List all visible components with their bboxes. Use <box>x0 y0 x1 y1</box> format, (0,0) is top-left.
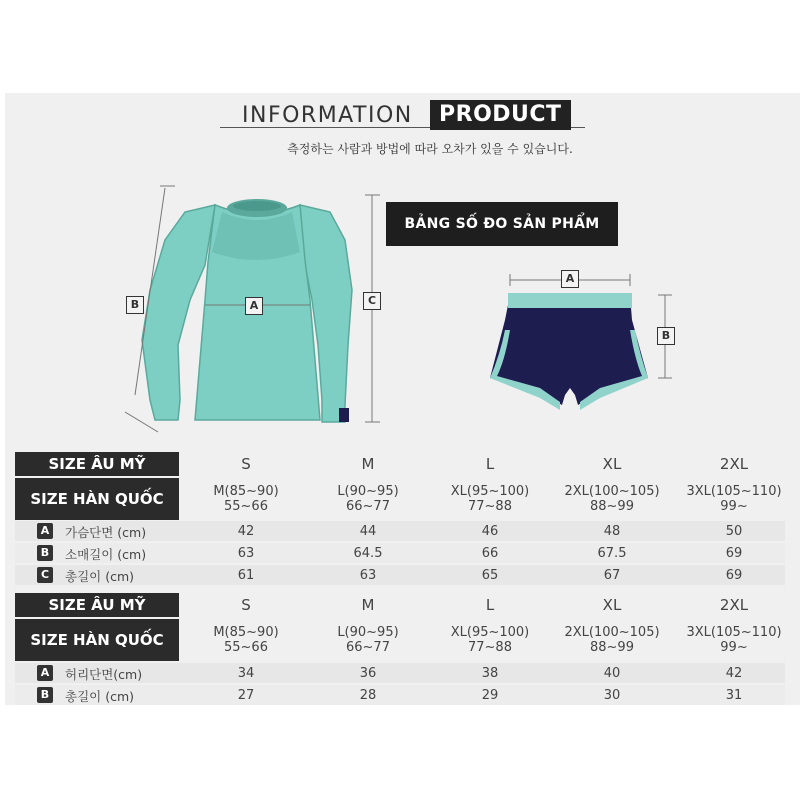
chest-value-2xl: 50 <box>725 523 743 539</box>
top-size-kr-4: 2XL(100~105) 88~99 <box>564 484 660 514</box>
shirt-label-b: B <box>126 296 144 314</box>
shorts-length-label: 총길이 (cm) <box>65 689 135 704</box>
top-size-us-s: S <box>241 454 251 473</box>
bottom-size-us-label: SIZE ÂU MỸ <box>15 593 179 617</box>
shorts-label-a: A <box>561 270 579 288</box>
badge-c: C <box>37 567 53 583</box>
top-size-us-m: M <box>361 454 375 473</box>
bottom-size-us-s: S <box>241 595 251 614</box>
shirt-label-c: C <box>363 292 381 310</box>
sleeve-label: 소매길이 (cm) <box>65 547 147 562</box>
bottom-row-length <box>15 685 785 705</box>
top-row-length <box>15 565 785 585</box>
bottom-size-kr-label: SIZE HÀN QUỐC <box>15 619 179 661</box>
chest-value-xl: 48 <box>603 523 621 539</box>
top-row-sleeve <box>15 543 785 563</box>
sleeve-value-m: 64.5 <box>353 545 383 561</box>
waist-value-m: 36 <box>359 665 377 681</box>
waist-value-s: 34 <box>237 665 255 681</box>
header-product: PRODUCT <box>430 100 571 130</box>
bottom-size-us-2xl: 2XL <box>719 595 749 614</box>
badge-a: A <box>37 523 53 539</box>
bottom-size-us-xl: XL <box>602 595 622 614</box>
shorts-length-value-l: 29 <box>481 687 499 703</box>
sleeve-value-s: 63 <box>237 545 255 561</box>
sleeve-value-xl: 67.5 <box>597 545 627 561</box>
top-size-kr-row <box>15 478 785 520</box>
top-size-us-l: L <box>485 454 495 473</box>
bottom-size-kr-3: XL(95~100) 77~88 <box>450 625 530 655</box>
top-size-us-2xl: 2XL <box>719 454 749 473</box>
measurement-badge: BẢNG SỐ ĐO SẢN PHẨM <box>386 202 618 246</box>
bottom-size-kr-1: M(85~90) 55~66 <box>213 625 279 655</box>
length-label: 총길이 (cm) <box>65 569 135 584</box>
badge-b: B <box>37 545 53 561</box>
shorts-label-b: B <box>657 327 675 345</box>
chest-value-l: 46 <box>481 523 499 539</box>
length-value-2xl: 69 <box>725 567 743 583</box>
shorts-length-value-xl: 30 <box>603 687 621 703</box>
bottom-size-us-row <box>15 593 785 617</box>
shorts-length-value-2xl: 31 <box>725 687 743 703</box>
top-size-kr-label: SIZE HÀN QUỐC <box>15 478 179 520</box>
badge-a: A <box>37 665 53 681</box>
shorts-length-value-m: 28 <box>359 687 377 703</box>
shorts-length-value-s: 27 <box>237 687 255 703</box>
chest-value-m: 44 <box>359 523 377 539</box>
chest-label: 가슴단면 (cm) <box>65 525 147 540</box>
length-value-l: 65 <box>481 567 499 583</box>
top-size-kr-2: L(90~95) 66~77 <box>337 484 399 514</box>
chest-value-s: 42 <box>237 523 255 539</box>
top-size-kr-5: 3XL(105~110) 99~ <box>686 484 782 514</box>
top-row-chest <box>15 521 785 541</box>
top-size-us-label: SIZE ÂU MỸ <box>15 452 179 476</box>
bottom-size-kr-2: L(90~95) 66~77 <box>337 625 399 655</box>
waist-value-l: 38 <box>481 665 499 681</box>
top-size-us-xl: XL <box>602 454 622 473</box>
bottom-size-us-l: L <box>485 595 495 614</box>
waist-value-xl: 40 <box>603 665 621 681</box>
waist-label: 허리단면(cm) <box>65 667 143 682</box>
shirt-label-a: A <box>245 297 263 315</box>
bottom-row-waist <box>15 663 785 683</box>
length-value-m: 63 <box>359 567 377 583</box>
bottom-size-us-m: M <box>361 595 375 614</box>
header-information: INFORMATION <box>242 103 413 128</box>
sleeve-value-l: 66 <box>481 545 499 561</box>
shorts-illustration <box>490 274 672 410</box>
sleeve-value-2xl: 69 <box>725 545 743 561</box>
top-size-kr-1: M(85~90) 55~66 <box>213 484 279 514</box>
length-value-s: 61 <box>237 567 255 583</box>
top-size-kr-3: XL(95~100) 77~88 <box>450 484 530 514</box>
bottom-size-kr-5: 3XL(105~110) 99~ <box>686 625 782 655</box>
subtitle-text: 측정하는 사람과 방법에 따라 오차가 있을 수 있습니다. <box>287 142 573 156</box>
top-size-us-row <box>15 452 785 476</box>
length-value-xl: 67 <box>603 567 621 583</box>
bottom-size-kr-4: 2XL(100~105) 88~99 <box>564 625 660 655</box>
bottom-size-kr-row <box>15 619 785 661</box>
waist-value-2xl: 42 <box>725 665 743 681</box>
badge-b: B <box>37 687 53 703</box>
